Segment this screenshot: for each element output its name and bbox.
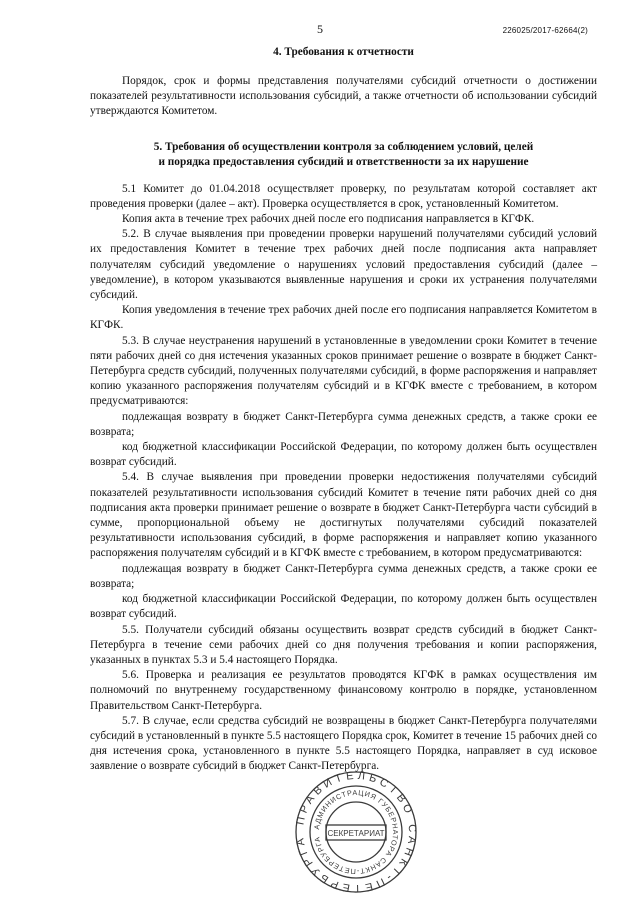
seal-inner-text: АДМИНИСТРАЦИЯ ГУБЕРНАТОРА САНКТ-ПЕТЕРБУРГА [312, 787, 401, 877]
official-seal-stamp [294, 770, 418, 894]
clause-5-4-item-code: код бюджетной классификации Российской Федерации, по которому должен быть осуществлен возврат субсидий. [90, 593, 597, 621]
section-5-title-line-2: и порядка предоставления субсидий и ответственности за их нарушение [158, 155, 529, 168]
section-5-title [90, 140, 597, 170]
section-4-title: 4. Требования к отчетности [273, 46, 414, 58]
clause-5-3-item-code: код бюджетной классификации Российской Федерации, по которому должен быть осуществлен возврат субсидий. [90, 441, 597, 469]
clause-5-2-copy: Копия уведомления в течение трех рабочих дней после его подписания направляется Комитетом в КГФК. [90, 304, 597, 332]
document-code: 226025/2017-62664(2) [502, 26, 588, 35]
section-5-title-line-1: 5. Требования об осуществлении контроля за соблюдением условий, целей [153, 140, 534, 153]
clause-5-1-copy: Копия акта в течение трех рабочих дней после его подписания направляется в КГФК. [122, 213, 535, 226]
clause-5-3: 5.3. В случае неустранения нарушений в установленные в уведомлении сроки Комитет в течение пяти рабочих дней со дня истечения указанных сроков принимает решение о возврате в бюджет Санкт-Петербурга средств субсидий, полученных получателями субсидий, в форме распоряжения и направляет копию указанного распоряжения получателям субсидий и в КГФК вместе с требованием, в котором предусматриваются: [90, 334, 597, 408]
seal-center-text: СЕКРЕТАРИАТ [327, 829, 385, 838]
clause-5-7: 5.7. В случае, если средства субсидий не возвращены в бюджет Санкт-Петербурга получателями субсидий в установленный в пункте 5.5 настоящего Порядка срок, Комитет в течение 15 рабочих дней со дня истечения срока, установленного в пункте 5.5 настоящего Порядка, направляет в суд исковое заявление о возврате субсидий в бюджет Санкт-Петербурга. [90, 714, 598, 773]
clause-5-6: 5.6. Проверка и реализация ее результатов проводятся КГФК в рамках осуществления им полномочий по внутреннему государственному финансовому контролю в порядке, установленном Правительством Санкт-Петербурга. [90, 669, 597, 712]
page-number: 5 [317, 22, 323, 36]
clause-5-4: 5.4. В случае выявления при проведении проверки недостижения получателями субсидий показателей результативности использования субсидий Комитет в течение пяти рабочих дней со дня подписания акта проверки принимает решение о возврате в бюджет Санкт-Петербурга части субсидий в сумме, пропорциональной объему не достигнутых получателями субсидий показателей результативности использования субсидий, в форме распоряжения и направляет копию указанного распоряжения получателям субсидий и в КГФК вместе с требованием, в котором предусматриваются: [90, 471, 597, 560]
clause-5-5: 5.5. Получатели субсидий обязаны осуществить возврат средств субсидий в бюджет Санкт-Петербурга в течение семи рабочих дней со дня получения требования и копии распоряжения, указанных в пунктах 5.3 и 5.4 настоящего Порядка. [90, 623, 597, 666]
clause-5-2: 5.2. В случае выявления при проведении проверки нарушений получателями субсидий условий их предоставления Комитет в течение трех рабочих дней после подписания акта направляет получателям субсидий уведомление о нарушениях условий предоставления субсидий (далее – уведомление), в котором указываются выявленные нарушения и сроки их устранения получателями субсидий. [90, 228, 597, 302]
seal-outer-text: ПРАВИТЕЛЬСТВО САНКТ-ПЕТЕРБУРГА [294, 770, 418, 894]
clause-5-4-item-sum: подлежащая возврату в бюджет Санкт-Петербурга сумма денежных средств, а также сроки ее возврата; [90, 562, 597, 590]
clause-5-1: 5.1 Комитет до 01.04.2018 осуществляет проверку, по результатам которой составляет акт проведения проверки (далее – акт). Проверка осуществляется в срок, установленный Комитетом. [90, 182, 597, 210]
clause-5-3-item-sum: подлежащая возврату в бюджет Санкт-Петербурга сумма денежных средств, а также сроки ее возврата; [90, 410, 597, 438]
section-4-paragraph: Порядок, срок и формы представления получателями субсидий отчетности о достижении показателей результативности использования субсидий, а также отчетности об использовании субсидий утверждаются Комитетом. [90, 75, 597, 118]
document-body [90, 45, 597, 775]
